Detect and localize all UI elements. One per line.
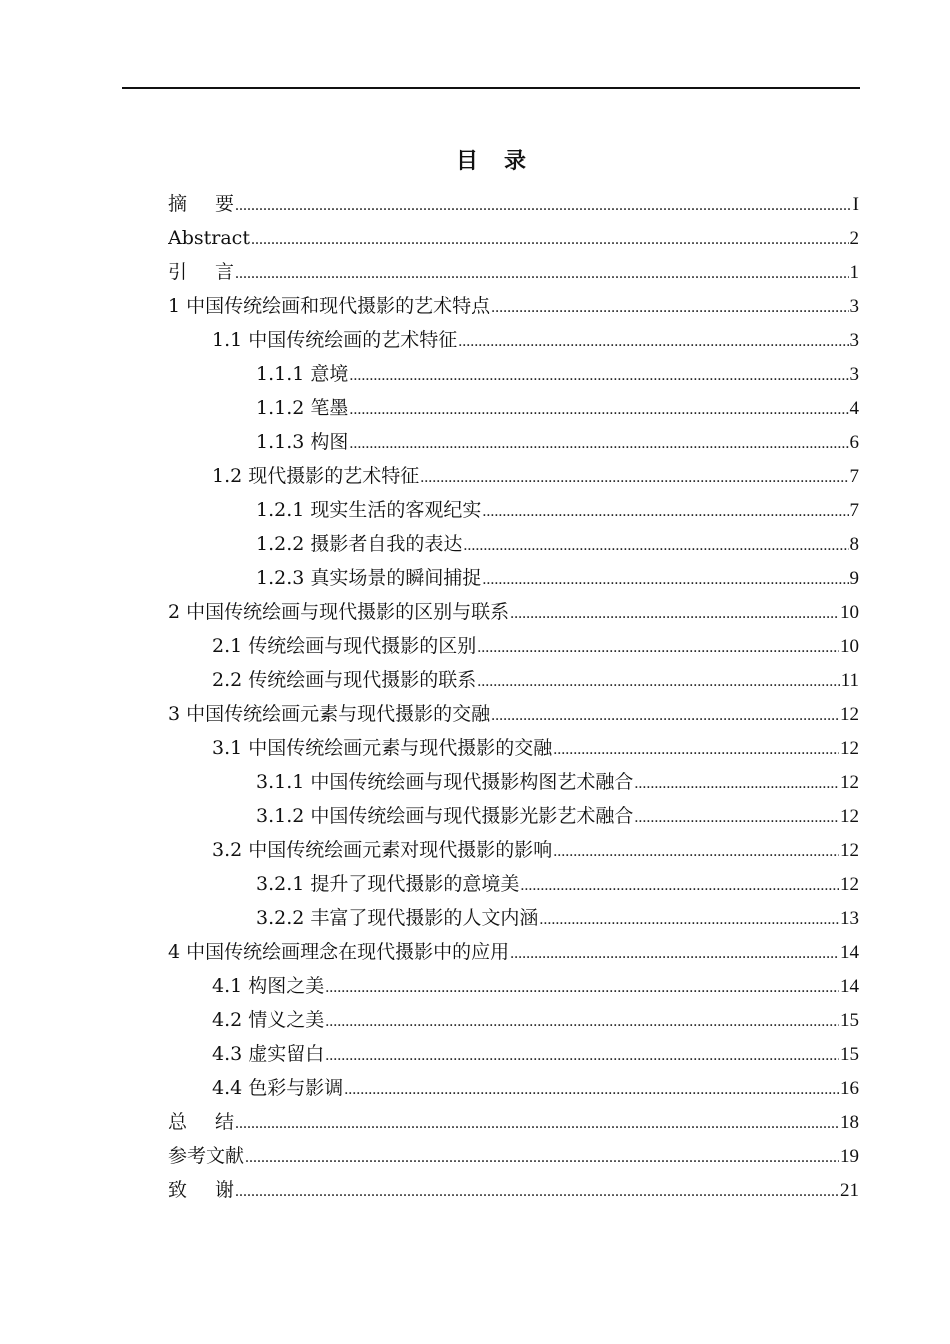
toc-page-number: 3 [849,330,859,351]
toc-leader-dots [510,597,839,629]
toc-leader-dots [349,393,848,425]
toc-entry[interactable] [168,1173,859,1207]
toc-leader-dots [251,223,849,255]
toc-page-number: 4 [849,398,859,419]
toc-entry[interactable] [168,459,859,493]
toc-entry-text: 1.2.1 现实生活的客观纪实 [256,499,482,521]
toc-entry[interactable] [168,1105,859,1139]
toc-entry[interactable] [168,1071,859,1105]
toc-leader-dots [349,427,848,459]
toc-page-number: 10 [840,636,859,657]
toc-entry[interactable] [168,629,859,663]
toc-entry-text: 3.1.2 中国传统绘画与现代摄影光影艺术融合 [256,805,634,827]
toc-entry-text: 2 中国传统绘画与现代摄影的区别与联系 [168,601,510,623]
toc-entry-text: 4.1 构图之美 [212,975,325,997]
toc-entry-text: 3.2.2 丰富了现代摄影的人文内涵 [256,907,539,929]
toc-page-number: 6 [849,432,859,453]
toc-entry[interactable] [168,221,859,255]
toc-leader-dots [482,495,848,527]
toc-page-number: 13 [840,908,859,929]
toc-page-number: I [852,194,859,215]
toc-entry[interactable] [168,867,859,901]
toc-leader-dots [325,1005,839,1037]
toc-leader-dots [510,937,839,969]
toc-entry-text: 1.2.2 摄影者自我的表达 [256,533,463,555]
toc-page-number: 12 [840,840,859,861]
toc-list [168,187,859,1207]
toc-page-number: 3 [849,364,859,385]
header-rule [122,87,860,89]
toc-page-number: 3 [849,296,859,317]
toc-entry[interactable] [168,187,859,221]
toc-leader-dots [235,189,852,221]
toc-entry-text: 1.1.1 意境 [256,363,349,385]
toc-entry-text: 3.2.1 提升了现代摄影的意境美 [256,873,520,895]
toc-entry-text: 1.1.3 构图 [256,431,349,453]
toc-entry[interactable] [168,833,859,867]
toc-leader-dots [553,835,839,867]
toc-leader-dots [458,325,848,357]
toc-leader-dots [235,257,848,289]
toc-leader-dots [634,801,839,833]
toc-entry[interactable] [168,799,859,833]
toc-entry-text: 总结 [168,1111,263,1133]
toc-leader-dots [344,1073,839,1105]
toc-page-number: 10 [840,602,859,623]
toc-page-number: 11 [840,670,859,691]
toc-leader-dots [245,1141,839,1173]
toc-entry-text: 4.3 虚实留白 [212,1043,325,1065]
toc-entry[interactable] [168,391,859,425]
toc-title: 目 录 [455,148,528,174]
toc-entry[interactable] [168,323,859,357]
toc-entry-text: Abstract [168,227,250,249]
toc-page-number: 18 [840,1112,859,1133]
toc-leader-dots [482,563,848,595]
toc-entry-text: 2.2 传统绘画与现代摄影的联系 [212,669,477,691]
toc-leader-dots [539,903,839,935]
toc-page-number: 15 [840,1044,859,1065]
toc-page-number: 12 [840,738,859,759]
toc-leader-dots [463,529,848,561]
toc-entry[interactable] [168,969,859,1003]
toc-page-number: 9 [849,568,859,589]
toc-entry[interactable] [168,765,859,799]
toc-entry[interactable] [168,901,859,935]
toc-entry-text: 2.1 传统绘画与现代摄影的区别 [212,635,477,657]
toc-leader-dots [235,1175,839,1207]
toc-page-number: 14 [840,976,859,997]
toc-entry-text: 1.1 中国传统绘画的艺术特征 [212,329,458,351]
toc-leader-dots [325,1039,839,1071]
toc-entry[interactable] [168,561,859,595]
toc-entry-text: 3.1 中国传统绘画元素与现代摄影的交融 [212,737,553,759]
toc-leader-dots [477,631,839,663]
toc-entry[interactable] [168,731,859,765]
toc-entry-text: 参考文献 [168,1145,245,1167]
toc-entry[interactable] [168,255,859,289]
toc-entry-text: 4.4 色彩与影调 [212,1077,344,1099]
toc-page-number: 16 [840,1078,859,1099]
toc-entry[interactable] [168,1139,859,1173]
toc-entry[interactable] [168,595,859,629]
toc-entry[interactable] [168,1037,859,1071]
toc-leader-dots [325,971,839,1003]
toc-entry[interactable] [168,697,859,731]
toc-entry-text: 1.2 现代摄影的艺术特征 [212,465,420,487]
toc-entry[interactable] [168,663,859,697]
toc-page-number: 12 [840,772,859,793]
toc-leader-dots [491,699,839,731]
toc-leader-dots [235,1107,839,1139]
toc-page-number: 12 [840,874,859,895]
toc-page-number: 7 [849,466,859,487]
toc-entry-text: 摘要 [168,193,263,215]
toc-entry[interactable] [168,357,859,391]
toc-page-number: 7 [849,500,859,521]
toc-leader-dots [634,767,839,799]
toc-entry[interactable] [168,289,859,323]
toc-page-number: 12 [840,806,859,827]
toc-entry-text: 3 中国传统绘画元素与现代摄影的交融 [168,703,491,725]
toc-leader-dots [491,291,848,323]
toc-entry-text: 4.2 情义之美 [212,1009,325,1031]
toc-entry-text: 3.2 中国传统绘画元素对现代摄影的影响 [212,839,553,861]
toc-page-number: 15 [840,1010,859,1031]
toc-entry-text: 致谢 [168,1179,263,1201]
toc-entry[interactable] [168,527,859,561]
toc-leader-dots [553,733,839,765]
toc-entry[interactable] [168,1003,859,1037]
toc-page-number: 8 [849,534,859,555]
toc-page-number: 19 [840,1146,859,1167]
toc-page-number: 1 [849,262,859,283]
toc-leader-dots [477,665,839,697]
toc-entry-text: 引言 [168,261,263,283]
toc-entry-text: 1.2.3 真实场景的瞬间捕捉 [256,567,482,589]
toc-page-number: 14 [840,942,859,963]
toc-entry-text: 1 中国传统绘画和现代摄影的艺术特点 [168,295,491,317]
toc-entry-text: 3.1.1 中国传统绘画与现代摄影构图艺术融合 [256,771,634,793]
toc-leader-dots [520,869,839,901]
toc-page-number: 21 [840,1180,859,1201]
toc-entry-text: 1.1.2 笔墨 [256,397,349,419]
toc-entry[interactable] [168,425,859,459]
toc-entry-text: 4 中国传统绘画理念在现代摄影中的应用 [168,941,510,963]
toc-leader-dots [349,359,848,391]
toc-entry[interactable] [168,935,859,969]
toc-page-number: 2 [849,228,859,249]
toc-page-number: 12 [840,704,859,725]
toc-entry[interactable] [168,493,859,527]
toc-leader-dots [420,461,848,493]
